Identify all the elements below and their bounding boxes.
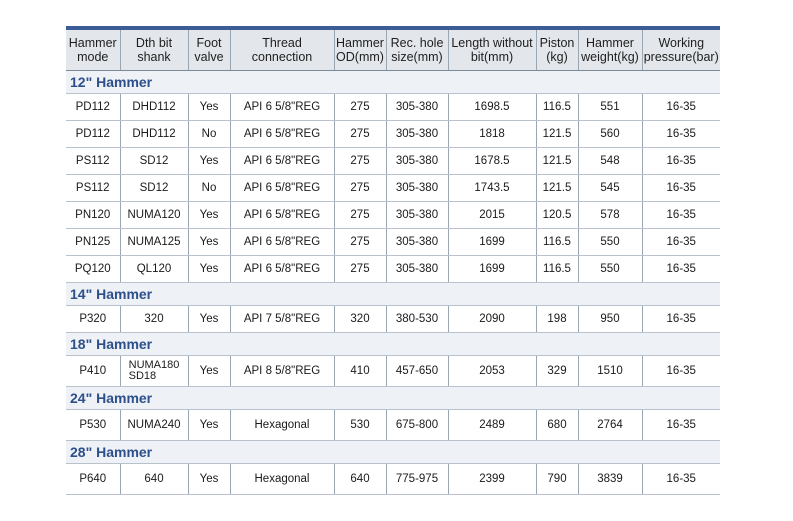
cell-length-without-bit: 2090 bbox=[448, 306, 536, 333]
cell-length-without-bit: 2015 bbox=[448, 202, 536, 229]
section-title: 14" Hammer bbox=[66, 283, 720, 306]
cell-hammer-weight: 551 bbox=[578, 94, 642, 121]
cell-length-without-bit: 1743.5 bbox=[448, 175, 536, 202]
cell-hammer-od: 275 bbox=[334, 256, 386, 283]
cell-length-without-bit: 1678.5 bbox=[448, 148, 536, 175]
header-foot-valve: Foot valve bbox=[188, 30, 230, 71]
cell-rec-hole-size: 380-530 bbox=[386, 306, 448, 333]
table-row bbox=[66, 94, 720, 121]
cell-hammer-weight: 548 bbox=[578, 148, 642, 175]
section-header-24-hammer bbox=[66, 387, 720, 410]
cell-thread-connection: API 6 5/8"REG bbox=[230, 121, 334, 148]
table-row bbox=[66, 148, 720, 175]
header-hammer-od: Hammer OD(mm) bbox=[334, 30, 386, 71]
cell-hammer-mode: PN125 bbox=[66, 229, 120, 256]
header-rec-hole-size: Rec. hole size(mm) bbox=[386, 30, 448, 71]
header-piston: Piston (kg) bbox=[536, 30, 578, 71]
cell-hammer-weight: 560 bbox=[578, 121, 642, 148]
cell-dth-bit-shank: NUMA120 bbox=[120, 202, 188, 229]
cell-dth-bit-shank: 320 bbox=[120, 306, 188, 333]
table-row bbox=[66, 306, 720, 333]
cell-piston: 121.5 bbox=[536, 121, 578, 148]
cell-rec-hole-size: 775-975 bbox=[386, 464, 448, 495]
table-row bbox=[66, 175, 720, 202]
cell-piston: 121.5 bbox=[536, 175, 578, 202]
header-hammer-mode: Hammer mode bbox=[66, 30, 120, 71]
cell-rec-hole-size: 305-380 bbox=[386, 121, 448, 148]
cell-hammer-mode: PQ120 bbox=[66, 256, 120, 283]
section-title: 12" Hammer bbox=[66, 71, 720, 94]
spec-table-container bbox=[66, 26, 720, 495]
cell-working-pressure: 16-35 bbox=[642, 121, 720, 148]
cell-hammer-mode: PD112 bbox=[66, 94, 120, 121]
table-row bbox=[66, 356, 720, 387]
cell-hammer-od: 275 bbox=[334, 121, 386, 148]
cell-foot-valve: Yes bbox=[188, 410, 230, 441]
cell-working-pressure: 16-35 bbox=[642, 256, 720, 283]
cell-hammer-weight: 550 bbox=[578, 256, 642, 283]
hammer-spec-table bbox=[66, 30, 720, 495]
table-row bbox=[66, 464, 720, 495]
cell-foot-valve: Yes bbox=[188, 148, 230, 175]
cell-foot-valve: Yes bbox=[188, 94, 230, 121]
cell-foot-valve: Yes bbox=[188, 464, 230, 495]
cell-hammer-mode: PD112 bbox=[66, 121, 120, 148]
table-row bbox=[66, 410, 720, 441]
cell-rec-hole-size: 457-650 bbox=[386, 356, 448, 387]
shank-line: SD18 bbox=[128, 370, 157, 382]
cell-working-pressure: 16-35 bbox=[642, 94, 720, 121]
cell-hammer-mode: P410 bbox=[66, 356, 120, 387]
cell-foot-valve: No bbox=[188, 121, 230, 148]
header-dth-bit-shank: Dth bit shank bbox=[120, 30, 188, 71]
cell-hammer-od: 320 bbox=[334, 306, 386, 333]
cell-length-without-bit: 2053 bbox=[448, 356, 536, 387]
cell-piston: 121.5 bbox=[536, 148, 578, 175]
cell-hammer-weight: 550 bbox=[578, 229, 642, 256]
cell-hammer-weight: 950 bbox=[578, 306, 642, 333]
cell-hammer-mode: PS112 bbox=[66, 148, 120, 175]
section-header-28-hammer bbox=[66, 441, 720, 464]
cell-foot-valve: Yes bbox=[188, 229, 230, 256]
header-row bbox=[66, 30, 720, 71]
cell-rec-hole-size: 305-380 bbox=[386, 175, 448, 202]
cell-dth-bit-shank: NUMA240 bbox=[120, 410, 188, 441]
cell-thread-connection: API 6 5/8"REG bbox=[230, 202, 334, 229]
section-header-14-hammer bbox=[66, 283, 720, 306]
cell-hammer-od: 275 bbox=[334, 94, 386, 121]
cell-hammer-od: 275 bbox=[334, 229, 386, 256]
cell-thread-connection: API 6 5/8"REG bbox=[230, 94, 334, 121]
cell-working-pressure: 16-35 bbox=[642, 464, 720, 495]
cell-hammer-od: 410 bbox=[334, 356, 386, 387]
cell-thread-connection: Hexagonal bbox=[230, 410, 334, 441]
cell-thread-connection: API 6 5/8"REG bbox=[230, 229, 334, 256]
cell-hammer-od: 275 bbox=[334, 175, 386, 202]
table-row bbox=[66, 121, 720, 148]
cell-piston: 680 bbox=[536, 410, 578, 441]
cell-hammer-mode: PS112 bbox=[66, 175, 120, 202]
cell-hammer-weight: 545 bbox=[578, 175, 642, 202]
cell-hammer-weight: 578 bbox=[578, 202, 642, 229]
cell-hammer-mode: P640 bbox=[66, 464, 120, 495]
section-header-18-hammer bbox=[66, 333, 720, 356]
table-row bbox=[66, 256, 720, 283]
cell-dth-bit-shank: DHD112 bbox=[120, 121, 188, 148]
cell-piston: 198 bbox=[536, 306, 578, 333]
cell-rec-hole-size: 675-800 bbox=[386, 410, 448, 441]
cell-piston: 120.5 bbox=[536, 202, 578, 229]
cell-hammer-od: 530 bbox=[334, 410, 386, 441]
cell-thread-connection: API 8 5/8"REG bbox=[230, 356, 334, 387]
cell-hammer-od: 275 bbox=[334, 202, 386, 229]
cell-rec-hole-size: 305-380 bbox=[386, 256, 448, 283]
cell-length-without-bit: 1818 bbox=[448, 121, 536, 148]
cell-length-without-bit: 2399 bbox=[448, 464, 536, 495]
cell-hammer-od: 640 bbox=[334, 464, 386, 495]
section-title: 18" Hammer bbox=[66, 333, 720, 356]
cell-length-without-bit: 1698.5 bbox=[448, 94, 536, 121]
section-header-12-hammer bbox=[66, 71, 720, 94]
cell-rec-hole-size: 305-380 bbox=[386, 202, 448, 229]
cell-foot-valve: No bbox=[188, 175, 230, 202]
cell-hammer-mode: P320 bbox=[66, 306, 120, 333]
cell-rec-hole-size: 305-380 bbox=[386, 94, 448, 121]
cell-dth-bit-shank: SD12 bbox=[120, 148, 188, 175]
cell-thread-connection: API 7 5/8"REG bbox=[230, 306, 334, 333]
cell-working-pressure: 16-35 bbox=[642, 175, 720, 202]
cell-thread-connection: Hexagonal bbox=[230, 464, 334, 495]
cell-working-pressure: 16-35 bbox=[642, 356, 720, 387]
cell-hammer-weight: 3839 bbox=[578, 464, 642, 495]
cell-thread-connection: API 6 5/8"REG bbox=[230, 148, 334, 175]
header-hammer-weight: Hammer weight(kg) bbox=[578, 30, 642, 71]
cell-working-pressure: 16-35 bbox=[642, 148, 720, 175]
cell-working-pressure: 16-35 bbox=[642, 202, 720, 229]
cell-piston: 790 bbox=[536, 464, 578, 495]
cell-working-pressure: 16-35 bbox=[642, 410, 720, 441]
cell-piston: 116.5 bbox=[536, 94, 578, 121]
cell-piston: 116.5 bbox=[536, 229, 578, 256]
header-thread-connection: Thread connection bbox=[230, 30, 334, 71]
header-working-pressure: Working pressure(bar) bbox=[642, 30, 720, 71]
cell-piston: 329 bbox=[536, 356, 578, 387]
cell-dth-bit-shank: NUMA125 bbox=[120, 229, 188, 256]
cell-rec-hole-size: 305-380 bbox=[386, 148, 448, 175]
cell-dth-bit-shank: DHD112 bbox=[120, 94, 188, 121]
cell-hammer-mode: PN120 bbox=[66, 202, 120, 229]
cell-foot-valve: Yes bbox=[188, 356, 230, 387]
cell-foot-valve: Yes bbox=[188, 256, 230, 283]
cell-length-without-bit: 1699 bbox=[448, 229, 536, 256]
table-row bbox=[66, 202, 720, 229]
cell-working-pressure: 16-35 bbox=[642, 229, 720, 256]
cell-rec-hole-size: 305-380 bbox=[386, 229, 448, 256]
shank-line: NUMA180 bbox=[128, 359, 180, 371]
header-length-without-bit: Length without bit(mm) bbox=[448, 30, 536, 71]
cell-piston: 116.5 bbox=[536, 256, 578, 283]
cell-thread-connection: API 6 5/8"REG bbox=[230, 256, 334, 283]
cell-working-pressure: 16-35 bbox=[642, 306, 720, 333]
cell-length-without-bit: 1699 bbox=[448, 256, 536, 283]
cell-dth-bit-shank: QL120 bbox=[120, 256, 188, 283]
section-title: 24" Hammer bbox=[66, 387, 720, 410]
cell-hammer-mode: P530 bbox=[66, 410, 120, 441]
section-title: 28" Hammer bbox=[66, 441, 720, 464]
cell-foot-valve: Yes bbox=[188, 306, 230, 333]
cell-dth-bit-shank bbox=[120, 356, 188, 387]
cell-hammer-weight: 2764 bbox=[578, 410, 642, 441]
cell-dth-bit-shank: 640 bbox=[120, 464, 188, 495]
cell-dth-bit-shank: SD12 bbox=[120, 175, 188, 202]
table-row bbox=[66, 229, 720, 256]
cell-foot-valve: Yes bbox=[188, 202, 230, 229]
cell-thread-connection: API 6 5/8"REG bbox=[230, 175, 334, 202]
cell-hammer-weight: 1510 bbox=[578, 356, 642, 387]
cell-length-without-bit: 2489 bbox=[448, 410, 536, 441]
cell-hammer-od: 275 bbox=[334, 148, 386, 175]
